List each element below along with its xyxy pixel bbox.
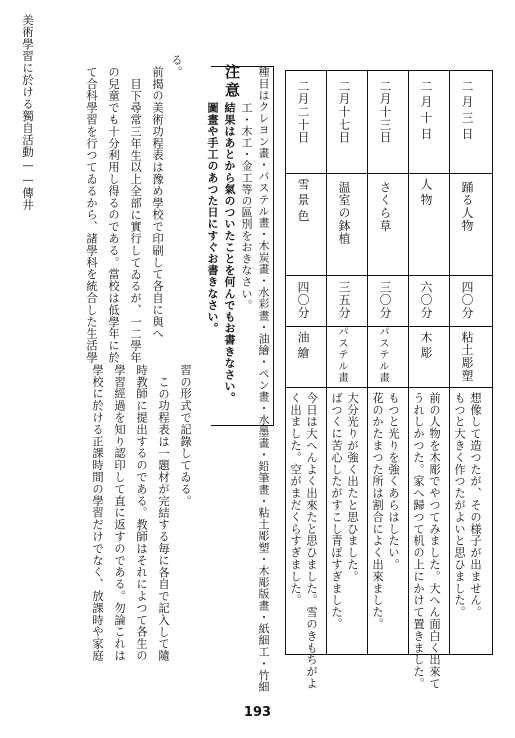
table-cell-medium: パステル畫	[378, 326, 390, 384]
table-cell-title: 温室の鉢植	[337, 181, 351, 245]
table-cell-title: 人物	[419, 178, 433, 210]
table-cell-comment: もつと光りを強くあらはしたい。	[387, 392, 400, 571]
table-cell-comment: うれしかつた。家へ歸つて机の上にかけて置きました。	[412, 392, 425, 690]
table-cell-medium: パステル畫	[337, 326, 349, 384]
table-cell-comment: 花のかたまつた所は割合によく出來ました。	[371, 392, 384, 630]
body-line: る。	[170, 54, 183, 78]
note-item: 圖畫や手工のあつた日にすぐお書きなさい。	[206, 102, 219, 334]
table-cell-comment: 今日は大へんよく出來たと思ひました。雪のきもちがよ	[305, 392, 318, 690]
body-line: て合科學習を行つてゐるから、諸學科を統合した生活學	[85, 66, 98, 364]
page-number: 193	[243, 705, 272, 720]
table-cell-time: 三五分	[337, 281, 351, 320]
table-cell-date: 二月十日	[419, 80, 433, 144]
body-line: の兒童でも十分利用し得るのである。當校は低學年に於	[107, 66, 120, 364]
body-line: 習の形式で記錄してゐる。	[179, 364, 192, 507]
note-item: 結果はあとから氣のついたことを何んでもお書きなさい。	[223, 102, 236, 404]
table-cell-date: 二月十七日	[337, 80, 351, 144]
table-cell-medium: 油繪	[296, 331, 310, 363]
table-cell-time: 四〇分	[296, 281, 310, 320]
table-cell-title: さくら草	[378, 181, 392, 233]
body-line: 前揭の美術功程表は豫め學校で印刷して各自に與へ	[151, 66, 164, 340]
table-cell-title: 踊る人物	[460, 181, 474, 233]
table-cell-comment: 想像して造つたが、その様子が出ません。	[469, 392, 482, 619]
note-item: 工・木工・金工等の區別をおきなさい。	[240, 102, 253, 311]
notes-heading: 注意	[223, 64, 241, 100]
body-line: 學習經過を知り認印して直に返すのである。勿論これは	[113, 364, 126, 662]
table-cell-medium: 木彫	[419, 331, 433, 363]
table-cell-medium: 粘土彫塑	[460, 331, 474, 383]
table-cell-time: 四〇分	[460, 281, 474, 320]
note-item: 種目はクレヨン畫・パステル畫・木炭畫・水彩畫・油繪・ペン畫・水墨畫・鉛筆畫・粘土彫塑・木彫版畫・紙細工・竹細	[257, 66, 270, 693]
running-header: 美術學習に於ける獨自活動——傳井	[21, 14, 35, 211]
body-line: 學校に於ける正課時間の學習だけでなく、放課時や家庭	[91, 364, 104, 662]
table-cell-time: 六〇分	[419, 281, 433, 320]
table-cell-date: 二月二十日	[296, 80, 310, 144]
table-cell-date: 二月三日	[460, 80, 474, 144]
table-cell-comment: 大分光りが強く出たと思ひました。	[346, 392, 359, 583]
table-cell-comment: 前の人物を木彫でやつてみました。大へん面白く出來て	[428, 392, 441, 690]
table-cell-time: 三〇分	[378, 281, 392, 320]
table-cell-comment: く出ました。空がまだくらすぎました。	[289, 392, 302, 607]
table-cell-title: 雪景色	[296, 178, 310, 226]
body-line: 目下尋常三年生以上全部に實行してゐるが、一二學年	[129, 78, 142, 364]
table-cell-comment: もつと大きく作つたがよいと思ひました。	[453, 392, 466, 619]
body-line: 時教師に提出するのである。教師はそれによつて各生の	[135, 364, 148, 662]
body-line: この功程表は一題材が完結する毎に各自で記入して隨	[157, 376, 170, 662]
table-cell-date: 二月十三日	[378, 80, 392, 144]
table-cell-comment: ばつくに苦心したがすこし青ぽすぎました。	[330, 392, 343, 630]
